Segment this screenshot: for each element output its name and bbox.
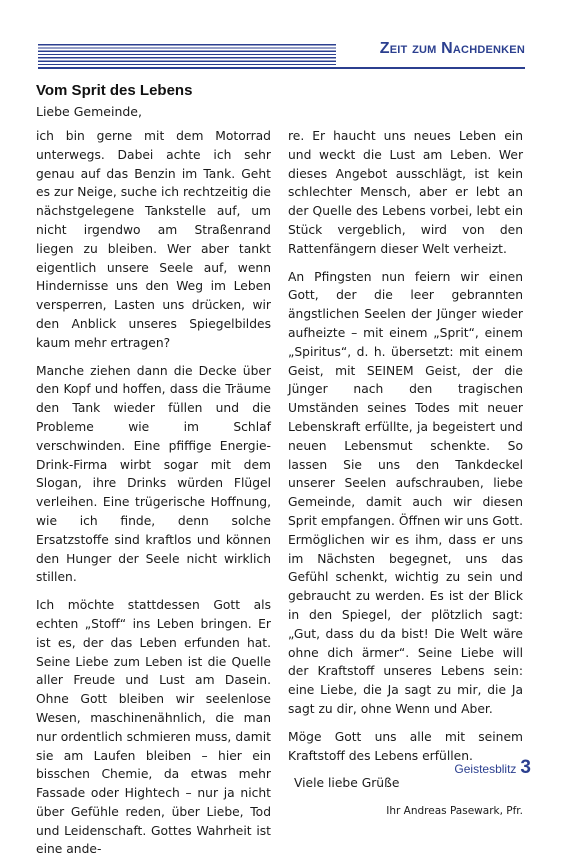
paragraph: ich bin gerne mit dem Motorrad unterwegs. Dabei achte ich sehr genau auf das Benzin im Tank. Geht es zur Neige, suche ich rechtzeitig die nächstgelegene Tankstelle auf, um nicht irgendwo am Straßenrand liegen zu bleiben. Wer aber tankt eigentlich unsere Seele auf, wenn Hindernisse uns den Weg im Leben versperren, Lasten uns drücken, wir den Anblick unseres Spiegelbildes kaum mehr ertragen? xyxy=(36,129,271,350)
paragraph: Manche ziehen dann die Decke über den Kopf und hoffen, dass die Träume den Tank wieder füllen und die Probleme wie im Schlaf verschwinden. Eine pfiffige Energie-Drink-Firma wirbt sogar mit dem Slogan, ihre Drinks würden Flügel verleihen. Eine trügerische Hoffnung, wie ich finde, denn solche Ersatzstoffe sind kraftlos und können den Hunger der Seele nicht wirklich stillen. xyxy=(36,363,271,585)
article-title: Vom Sprit des Lebens xyxy=(36,82,193,99)
closing-greeting: Viele liebe Grüße xyxy=(294,776,400,791)
header-rule xyxy=(38,67,525,69)
signature: Ihr Andreas Pasewark, Pfr. xyxy=(386,805,523,818)
paragraph: Ich möchte stattdessen Gott als echten „Stoff“ ins Leben bringen. Er ist es, der das Leben erfunden hat. Seine Liebe zum Leben ist die Quelle aller Freude und Lust am Dasein. Ohne Gott bleiben wir seelenlose Wesen, maschinenähnlich, die man nur ordentlich schmieren muss, damit sie am Laufen bleiben – hier ein bisschen Chemie, da etwas mehr Fassade oder Hightech – nur ja nicht über Gefühle reden, über Liebe, Tod und Leidenschaft. Gottes Wahrheit ist eine ande- xyxy=(36,598,271,857)
paragraph: re. Er haucht uns neues Leben ein und weckt die Lust am Leben. Wer dieses Angebot ausschlägt, ist kein schlechter Mensch, aber er lebt an der Quelle des Lebens vorbei, lebt ein Stück vergeblich, wird von den Rattenfängern dieser Welt verheizt. xyxy=(288,129,523,256)
header-stripes xyxy=(38,44,336,66)
section-title: Zeit zum Nachdenken xyxy=(379,40,525,57)
greeting: Liebe Gemeinde, xyxy=(36,104,142,119)
publication-name: Geistesblitz xyxy=(454,762,517,776)
paragraph: Möge Gott uns alle mit seinem Kraftstoff des Lebens erfüllen. xyxy=(288,729,523,763)
page-footer xyxy=(454,757,531,779)
right-column xyxy=(288,127,523,830)
paragraph: An Pfingsten nun feiern wir einen Gott, der die leer gebrannten ängstlichen Seelen der Jünger wieder aufheizte – mit einem „Sprit“, einem „Spiritus“, d. h. übersetzt: mit einem Geist, mit SEINEM Geist, der die Jünger nach den tragischen Umständen seines Todes mit neuer Lebenskraft erfüllte, ja begeistert und neuen Lebensmut schenkte. So lassen Sie uns den Tankdeckel unserer Seelen aufschrauben, liebe Gemeinde, damit auch wir diesen Sprit empfangen. Öffnen wir uns Gott. Ermöglichen wir es ihm, dass er uns im Nächsten begegnet, uns das Gefühl schenkt, wichtig zu sein und gebraucht zu werden. Es ist der Blick in den Spiegel, der plötzlich sagt: „Gut, dass du da bist! Die Welt wäre ohne dich ärmer“. Seine Liebe will der Kraftstoff unseres Lebens sein: eine Liebe, die Ja sagt zu mir, die Ja sagt zu dir, ohne Wenn und Aber. xyxy=(288,269,523,716)
left-column xyxy=(36,127,271,868)
page-number: 3 xyxy=(520,757,531,778)
